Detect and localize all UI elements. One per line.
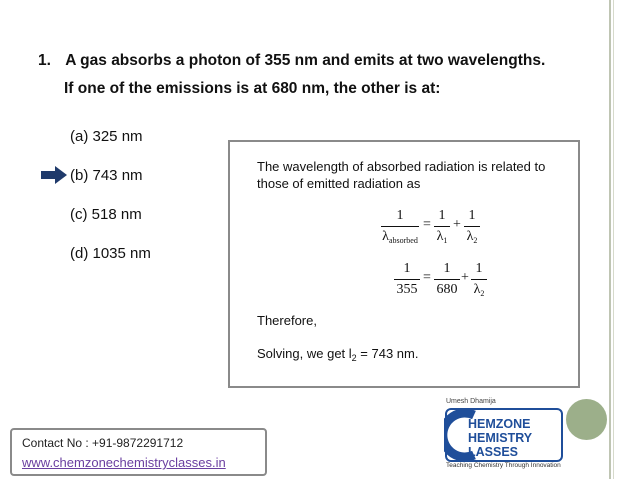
eq1-lhs-den: $\lambda_{absorbed}$ <box>382 229 418 245</box>
option-d[interactable]: (d) 1035 nm <box>70 245 151 262</box>
eq1-equals: = <box>423 217 431 232</box>
question-number: 1. <box>38 52 51 69</box>
fraction-bar <box>464 226 480 227</box>
eq2-lhs-den: 355 <box>396 282 418 297</box>
question-text-2: If one of the emissions is at 680 nm, the other is at: <box>64 80 441 97</box>
svg-text:LASSES: LASSES <box>468 445 519 459</box>
explanation-therefore: Therefore, <box>257 313 317 328</box>
svg-text:HEMZONE: HEMZONE <box>468 417 531 431</box>
option-b[interactable]: (b) 743 nm <box>70 167 143 184</box>
slide-border-rule <box>609 0 611 479</box>
eq1-term1-num: 1 <box>438 208 446 223</box>
fraction-bar <box>434 279 460 280</box>
eq1-lhs-num: 1 <box>396 208 404 223</box>
eq2-equals: = <box>423 270 431 285</box>
eq2-term2-num: 1 <box>475 261 483 276</box>
eq2-term1-num: 1 <box>443 261 451 276</box>
eq1-term1-fraction <box>434 208 450 245</box>
eq1-term2-fraction <box>464 208 480 245</box>
fraction-bar <box>434 226 450 227</box>
chemzone-logo <box>444 407 564 469</box>
fraction-bar <box>471 279 487 280</box>
eq1-term2-den: $\lambda_2$ <box>466 229 478 245</box>
explanation-solving <box>257 345 418 367</box>
question-line-1 <box>38 52 545 70</box>
eq2-term1-fraction <box>434 261 460 298</box>
eq1-plus: + <box>453 217 461 232</box>
solving-sub: 2 <box>351 353 357 363</box>
decorative-circle <box>566 399 607 440</box>
eq2-lhs-fraction <box>394 261 420 298</box>
website-link[interactable]: www.chemzonechemistryclasses.in <box>22 455 226 470</box>
eq2-plus: + <box>461 270 469 285</box>
svg-text:HEMISTRY: HEMISTRY <box>468 431 533 445</box>
author-name: Umesh Dhamija <box>446 398 496 405</box>
answer-arrow-icon <box>41 166 67 184</box>
fraction-bar <box>381 226 419 227</box>
eq1-term1-den: $\lambda_1$ <box>436 229 448 245</box>
fraction-bar <box>394 279 420 280</box>
eq2-term2-fraction <box>471 261 487 298</box>
option-c[interactable]: (c) 518 nm <box>70 206 142 223</box>
solving-suffix: = 743 nm. <box>356 346 419 361</box>
option-a[interactable]: (a) 325 nm <box>70 128 143 145</box>
explanation-intro-1: The wavelength of absorbed radiation is related to <box>257 159 546 174</box>
eq2-lhs-num: 1 <box>403 261 411 276</box>
explanation-intro-2: those of emitted radiation as <box>257 176 421 191</box>
eq2-term2-den: $\lambda_2$ <box>473 282 485 298</box>
eq2-term1-den: 680 <box>436 282 458 297</box>
slide-border-rule-thin <box>613 0 614 479</box>
solving-prefix: Solving, we get l <box>257 346 352 361</box>
logo-tagline: Teaching Chemistry Through Innovation <box>446 462 561 469</box>
contact-phone: Contact No : +91-9872291712 <box>22 436 184 450</box>
eq1-lhs-fraction <box>381 208 419 245</box>
question-text-1: A gas absorbs a photon of 355 nm and emits at two wavelengths. <box>65 52 546 69</box>
eq1-term2-num: 1 <box>468 208 476 223</box>
